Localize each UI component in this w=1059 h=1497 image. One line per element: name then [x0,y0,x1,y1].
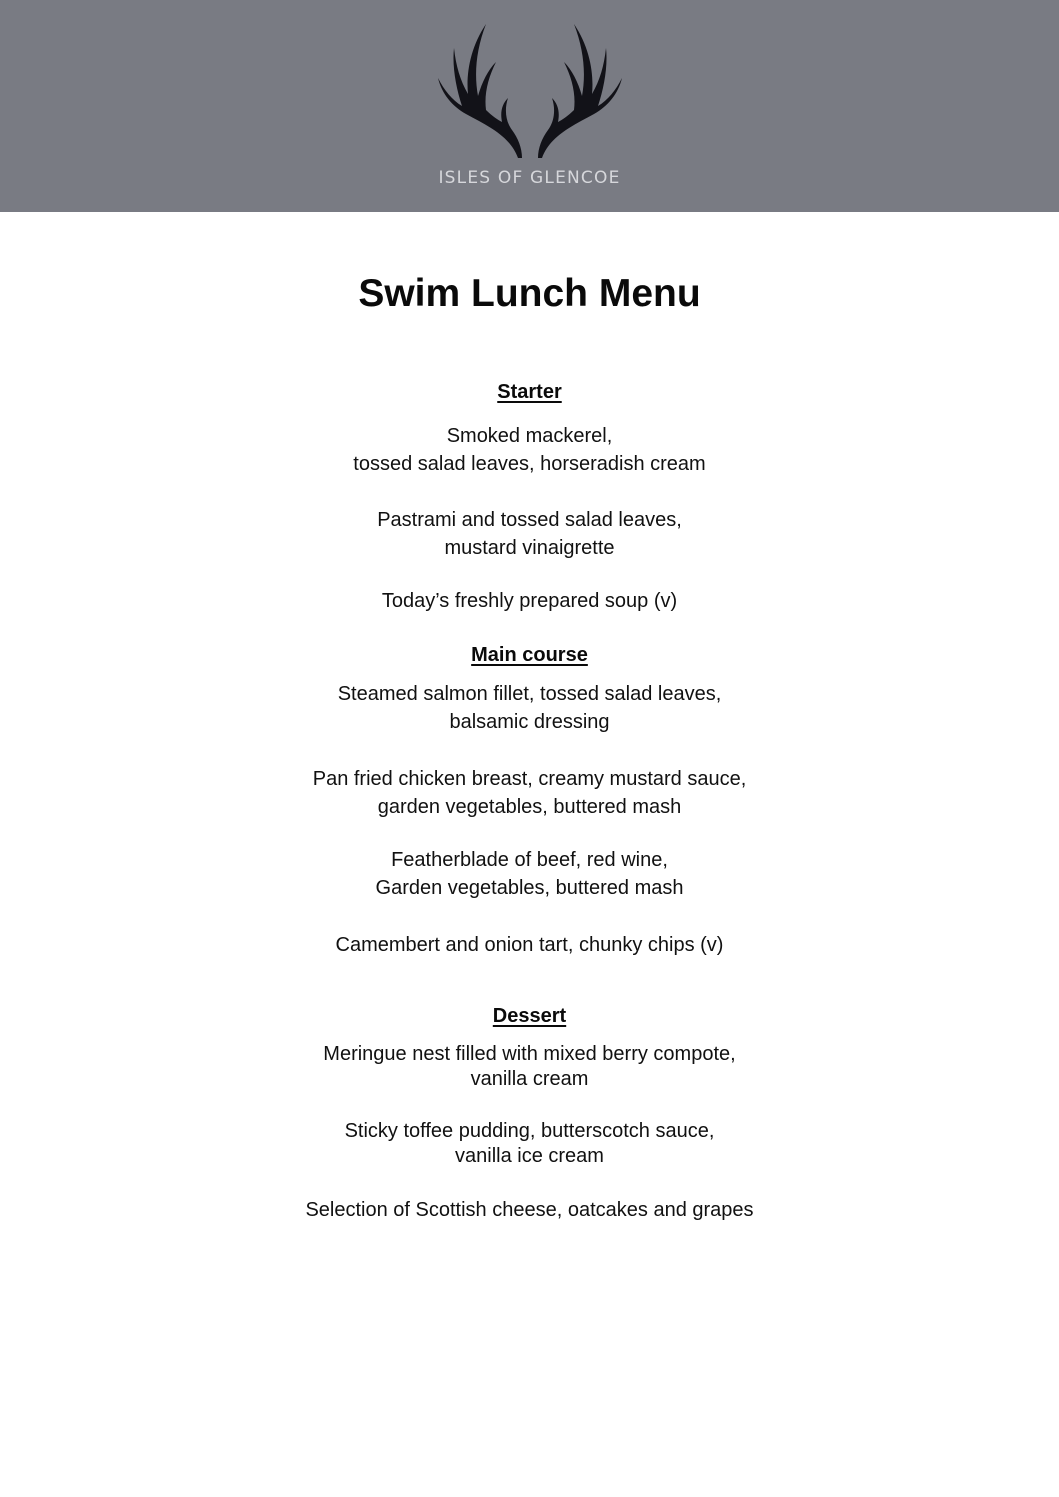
menu-item-line: vanilla ice cream [455,1145,604,1167]
menu-item-line: Camembert and onion tart, chunky chips (v) [335,934,724,956]
menu-item [0,1042,1059,1092]
brand-name: ISLES OF GLENCOE [438,168,621,188]
section-heading-dessert: Dessert [492,1005,567,1027]
menu-item-line: Steamed salmon fillet, tossed salad leaves, [337,683,722,705]
menu-item-line: Today’s freshly prepared soup (v) [381,590,678,612]
menu-item-line: Selection of Scottish cheese, oatcakes and grapes [305,1199,754,1221]
menu-item-line: vanilla cream [470,1068,589,1090]
menu-item [0,506,1059,562]
menu-item [0,765,1059,821]
menu-item-line: garden vegetables, buttered mash [377,796,682,818]
menu-item-line: Featherblade of beef, red wine, [391,849,668,871]
menu-item [0,1119,1059,1169]
menu-item [0,680,1059,736]
menu-item [0,931,1059,959]
section-heading-starter: Starter [497,381,562,403]
menu-item-line: Pastrami and tossed salad leaves, [377,509,682,531]
section-heading-main-course: Main course [471,644,588,666]
menu-item [0,587,1059,615]
menu-item-line: Smoked mackerel, [446,425,613,447]
menu-item-line: tossed salad leaves, horseradish cream [353,453,706,475]
menu-item-line: Sticky toffee pudding, butterscotch sauce, [344,1120,715,1142]
menu-item-line: balsamic dressing [449,711,610,733]
menu-item-line: Pan fried chicken breast, creamy mustard sauce, [312,768,747,790]
menu-item-line: Garden vegetables, buttered mash [375,877,684,899]
antlers-icon [430,18,630,163]
menu-item-line: mustard vinaigrette [444,537,615,559]
menu-item [0,422,1059,478]
menu-item [0,846,1059,902]
menu-item [0,1196,1059,1224]
page-title: Swim Lunch Menu [358,272,701,315]
menu-item-line: Meringue nest filled with mixed berry compote, [323,1043,736,1065]
header-banner [0,0,1059,212]
